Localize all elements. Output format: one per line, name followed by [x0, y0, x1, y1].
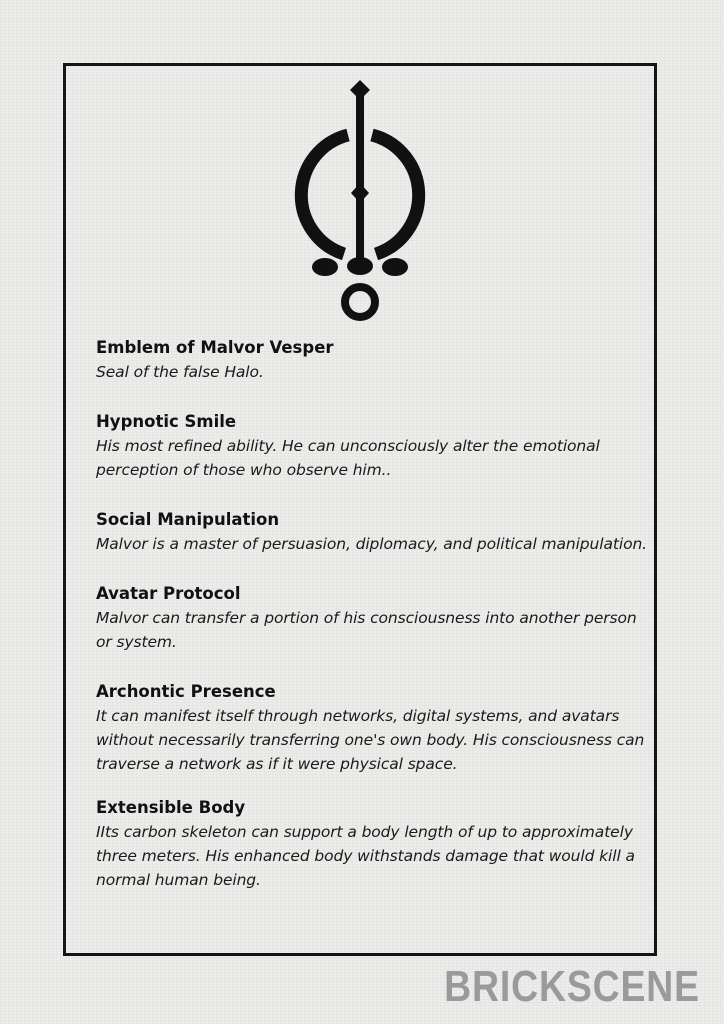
- section-description: IIts carbon skeleton can support a body length of up to approximately three meters. His enhanced body withstands damage that would kill a normal human being.: [96, 823, 635, 889]
- section-title: Archontic Presence: [96, 682, 276, 701]
- section-emblem: [96, 336, 656, 384]
- section-title: Social Manipulation: [96, 510, 280, 529]
- section-extensible-body: [96, 796, 656, 892]
- section-description: Malvor is a master of persuasion, diplomacy, and political manipulation.: [96, 535, 647, 553]
- malvor-vesper-seal-icon: [285, 80, 435, 325]
- section-hypnotic-smile: [96, 410, 656, 482]
- section-social-manipulation: [96, 508, 656, 556]
- section-description: Malvor can transfer a portion of his consciousness into another person or system.: [96, 609, 637, 651]
- abilities-list: [96, 336, 656, 892]
- brand-watermark: BRICKSCENE: [444, 962, 700, 1011]
- section-description: His most refined ability. He can unconsciously alter the emotional perception of those who observe him..: [96, 437, 600, 479]
- section-title: Hypnotic Smile: [96, 412, 237, 431]
- section-title: Extensible Body: [96, 798, 246, 817]
- section-title: Avatar Protocol: [96, 584, 241, 603]
- section-archontic-presence: [96, 680, 656, 776]
- section-avatar-protocol: [96, 582, 656, 654]
- section-title: Emblem of Malvor Vesper: [96, 338, 334, 357]
- section-description: It can manifest itself through networks, digital systems, and avatars without necessarily transferring one's own body. His consciousness can traverse a network as if it were physical space.: [96, 707, 645, 773]
- section-description: Seal of the false Halo.: [96, 363, 264, 381]
